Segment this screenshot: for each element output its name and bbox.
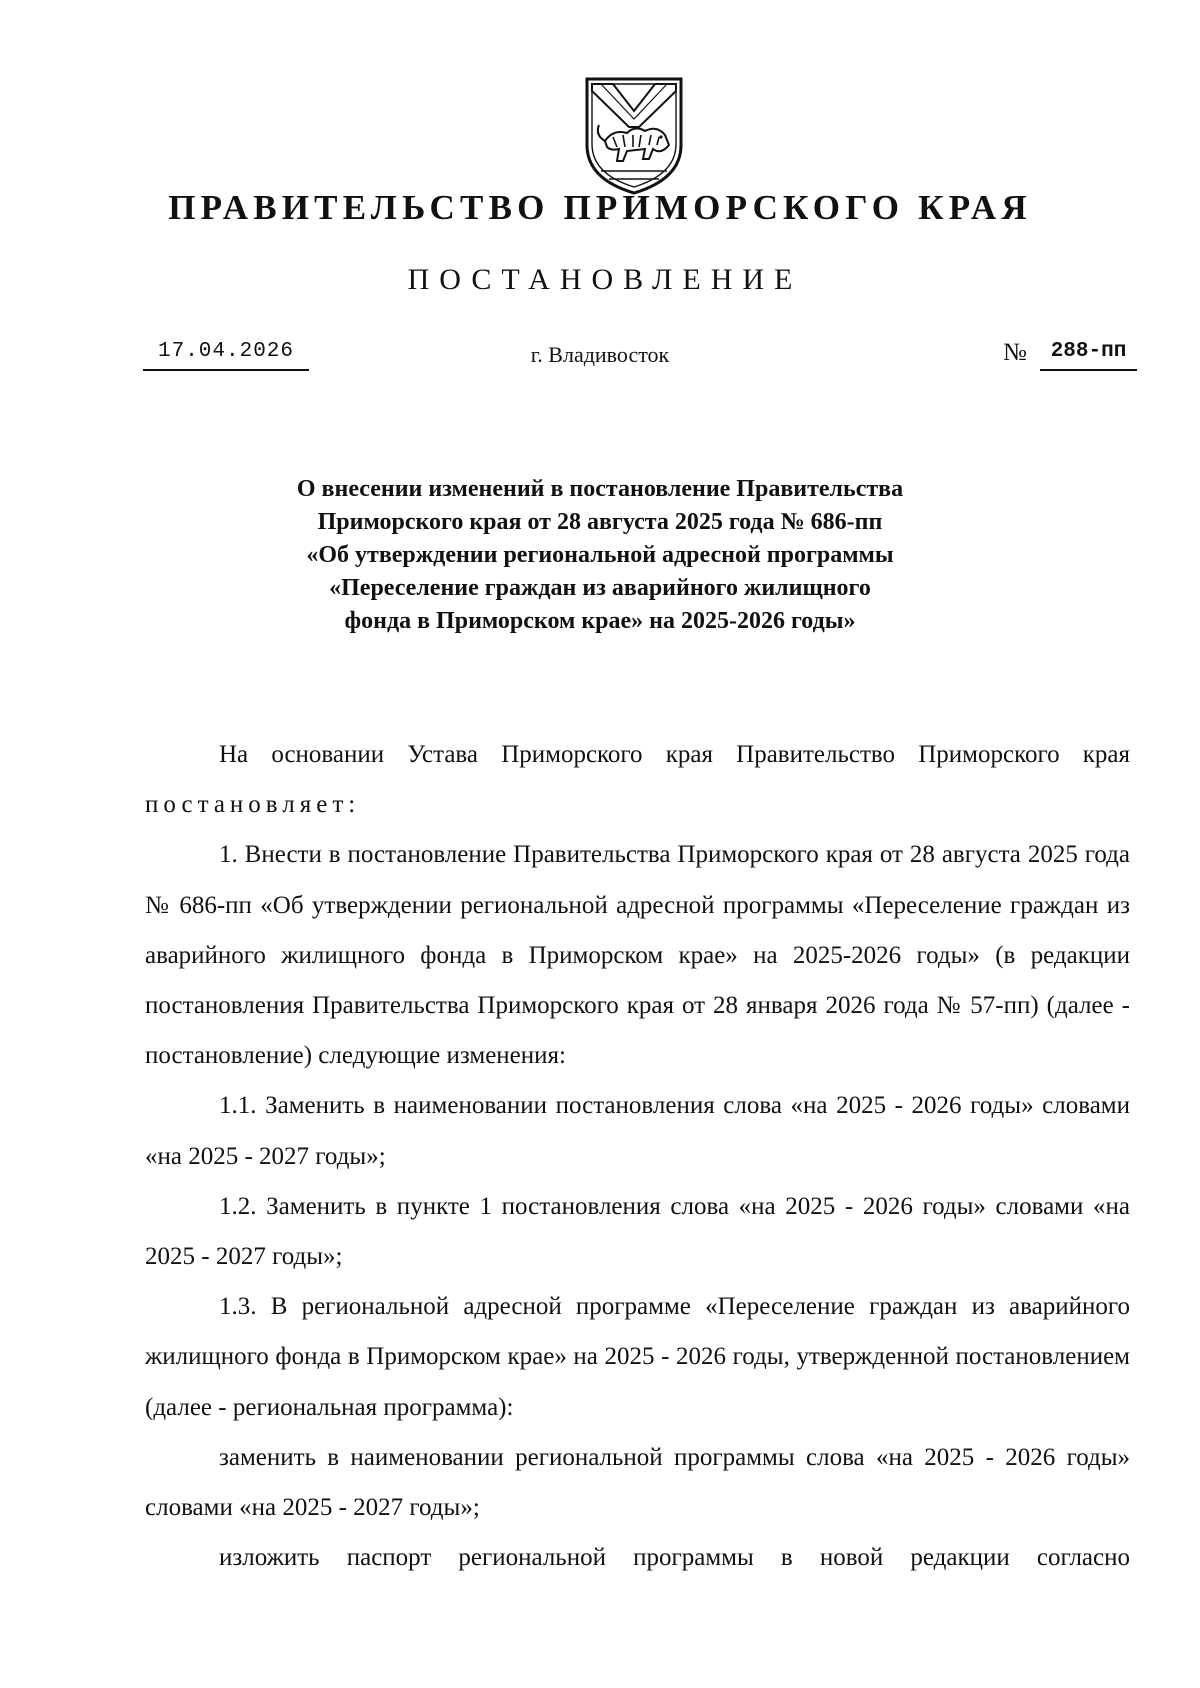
issuing-authority-title: ПРАВИТЕЛЬСТВО ПРИМОРСКОГО КРАЯ <box>168 188 1032 227</box>
paragraph-item-1-2: 1.2. Заменить в пункте 1 постановления слова «на 2025 - 2026 годы» словами «на 2025 - 2027 годы»; <box>145 1192 1130 1271</box>
document-heading <box>150 473 1050 638</box>
paragraph-item-1-3: 1.3. В региональной адресной программе «Переселение граждан из аварийного жилищного фонда в Приморском крае» на 2025 - 2026 годы, утвержденной постановлением (далее - региональная программа): <box>145 1293 1130 1421</box>
number-underline <box>1040 369 1137 371</box>
paragraph-item-1-1: 1.1. Заменить в наименовании постановления слова «на 2025 - 2026 годы» словами «на 2025 - 2027 годы»; <box>145 1092 1130 1170</box>
intro-paragraph <box>145 730 1130 830</box>
coat-of-arms-emblem <box>583 75 685 197</box>
decree-word: постановляет: <box>145 791 361 819</box>
paragraph-item-1-3-b: изложить паспорт региональной программы в новой редакции согласно <box>219 1544 1130 1572</box>
heading-line: «Переселение граждан из аварийного жилищного <box>329 575 871 601</box>
document-number: 288-пп <box>1050 340 1127 363</box>
document-city: г. Владивосток <box>530 342 670 367</box>
document-body <box>145 730 1130 1583</box>
date-underline <box>143 369 309 371</box>
document-date: 17.04.2026 <box>157 340 295 363</box>
heading-line: фонда в Приморском крае» на 2025-2026 годы» <box>344 608 856 634</box>
heading-line: «Об утверждении региональной адресной программы <box>306 542 894 568</box>
paragraph-item-1-3-a: заменить в наименовании региональной программы слова «на 2025 - 2026 годы» словами «на 2025 - 2027 годы»; <box>145 1443 1130 1522</box>
paragraph-item-1: 1. Внести в постановление Правительства Приморского края от 28 августа 2025 года № 686-пп «Об утверждении региональной адресной программы «Переселение граждан из аварийного жилищного фонда в Приморском крае» на 2025-2026 годы» (в редакции постановления Правительства Приморского края от 28 января 2026 года № 57-пп) (далее - постановление) следующие изменения: <box>145 841 1130 1070</box>
intro-text: На основании Устава Приморского края Правительство Приморского края <box>219 741 1130 768</box>
heading-line: Приморского края от 28 августа 2025 года № 686-пп <box>317 509 883 535</box>
document-type-title: ПОСТАНОВЛЕНИЕ <box>407 263 803 296</box>
heading-line: О внесении изменений в постановление Правительства <box>296 476 904 502</box>
number-sign: № <box>1003 339 1027 366</box>
